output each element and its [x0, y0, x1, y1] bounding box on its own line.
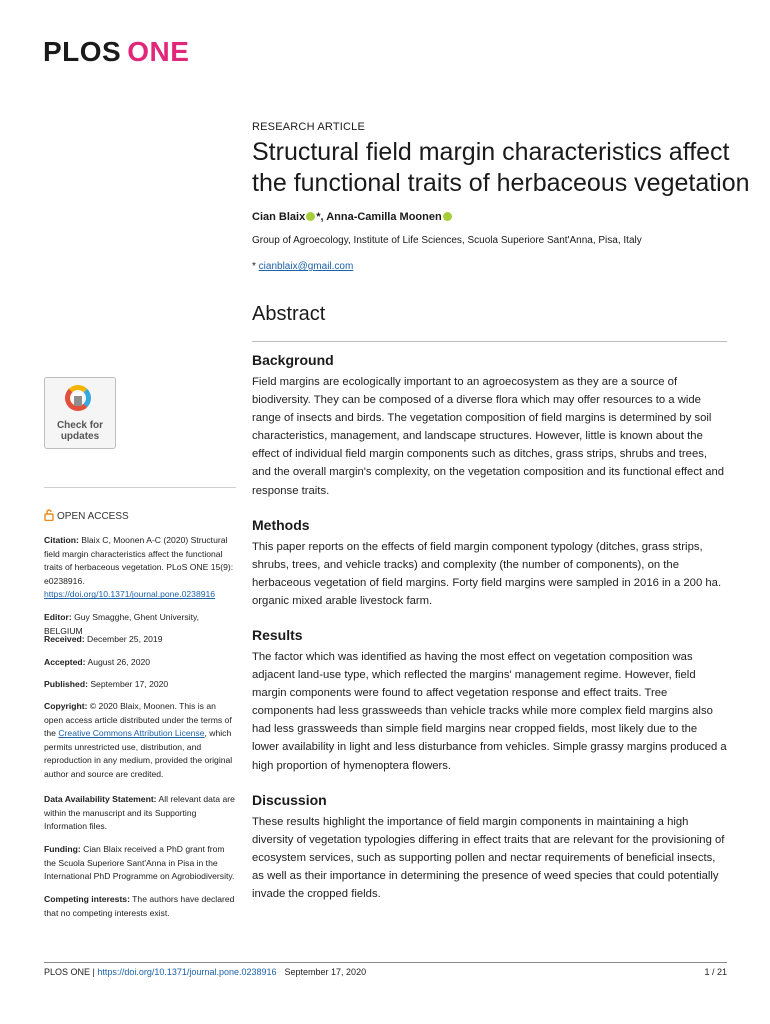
results-section [252, 627, 727, 775]
citation-label: Citation: [44, 535, 79, 545]
open-access-badge [44, 509, 129, 522]
competing-interests-text: The authors have declared that no competing interests exist. [44, 894, 235, 918]
editor-label: Editor: [44, 612, 72, 622]
orcid-icon[interactable] [306, 212, 315, 221]
methods-section [252, 517, 727, 610]
accepted-label: Accepted: [44, 657, 86, 667]
check-for-updates-badge[interactable] [44, 377, 116, 449]
copyright-block [44, 700, 236, 782]
published-block [44, 678, 236, 692]
received-date: December 25, 2019 [84, 634, 163, 644]
accepted-date: August 26, 2020 [85, 657, 151, 667]
author-list [252, 211, 453, 223]
open-access-label: OPEN ACCESS [57, 511, 129, 522]
results-text: The factor which was identified as having the most effect on vegetation composition was adjacent land-use type, which reflected the margins' management regime. However, field margin components were found to affect vegetation response and effect traits. Tree components had less grassweeds than vehicle tracks while more complex field margins also had less grassweeds than simple field margins near cropped fields, most likely due to the lower availability in light and less disturbance from vehicles. Simple grassy margins produced a high proportion of hymenoptera flowers. [252, 651, 727, 772]
email-link[interactable]: cianblaix@gmail.com [258, 261, 354, 272]
abstract-divider [252, 341, 727, 342]
citation-block [44, 534, 236, 602]
funding-block [44, 843, 236, 884]
citation-doi-link[interactable]: https://doi.org/10.1371/journal.pone.0238916 [44, 589, 216, 600]
data-availability-text: All relevant data are within the manuscript and its Supporting Information files. [44, 794, 235, 832]
competing-interests-block [44, 893, 236, 920]
published-date: September 17, 2020 [87, 679, 169, 689]
footer-rule [44, 962, 727, 963]
corresponding-email-line [252, 261, 353, 272]
open-lock-icon [44, 509, 54, 521]
page-footer [44, 967, 366, 977]
background-section [252, 352, 727, 500]
affiliation: Group of Agroecology, Institute of Life Sciences, Scuola Superiore Sant'Anna, Pisa, Italy [252, 235, 642, 246]
background-heading: Background [252, 352, 334, 368]
editor-text: Guy Smagghe, Ghent University, BELGIUM [44, 612, 200, 636]
author-blaix[interactable]: Cian Blaix [252, 211, 306, 223]
funding-label: Funding: [44, 844, 81, 854]
footer-separator: | [90, 967, 98, 977]
bookmark-icon [74, 396, 82, 406]
copyright-label: Copyright: [44, 701, 88, 711]
plos-one-logo [43, 36, 189, 68]
received-block [44, 633, 236, 647]
sidebar-divider [44, 487, 236, 488]
methods-text: This paper reports on the effects of field margin component typology (ditches, grass strips, shrubs, trees, and vehicle tracks) and complexity (the number of components), on the herbaceous vegetation of field margins. Forty field margins were sampled in 2016 in a 200 ha. organic mixed arable livestock farm. [252, 541, 722, 608]
discussion-heading: Discussion [252, 792, 327, 808]
discussion-text: These results highlight the importance of field margin components in maintaining a high diversity of vegetation typologies differing in effect traits that are relevant for the provisioning of ecosystem services, such as supporting pollen and nectar requirements of beneficial insects, as well as their importance in determining the presence of weed species that could potentially invade the cropped fields. [252, 816, 725, 901]
background-text: Field margins are ecologically important to an agroecosystem as they are a source of biodiversity. They can be composed of a diverse flora which may offer resources to a wide range of insects and birds. The vegetation composition of field margins is determined by soil characteristics, management, and landscape structures. However, little is known about the effect of individual field margin components such as ditches, grass strips, shrubs and trees, and the overall margin's complexity, on the vegetation composition and its functional effect and response traits. [252, 376, 725, 497]
logo-plos: PLOS [43, 36, 122, 67]
page-number: 1 / 21 [704, 967, 727, 977]
funding-text: Cian Blaix received a PhD grant from the Scuola Superiore Sant'Anna in Pisa in the International PhD Programme on Agrobiodiversity. [44, 844, 235, 882]
footer-doi-link[interactable]: https://doi.org/10.1371/journal.pone.0238916 [97, 967, 277, 977]
copyright-text-a: © 2020 Blaix, Moonen. This is an open access article distributed under the terms of the [44, 701, 232, 739]
copyright-text-b: , which permits unrestricted use, distribution, and reproduction in any medium, provided the original author and source are credited. [44, 728, 233, 779]
methods-heading: Methods [252, 517, 310, 533]
competing-interests-label: Competing interests: [44, 894, 130, 904]
author-separator: *, [316, 211, 327, 223]
footer-date: September 17, 2020 [284, 967, 367, 977]
article-title: Structural field margin characteristics affect the functional traits of herbaceous vegetation [252, 138, 750, 197]
results-heading: Results [252, 627, 303, 643]
orcid-icon[interactable] [443, 212, 452, 221]
logo-one: ONE [127, 36, 190, 67]
data-availability-label: Data Availability Statement: [44, 794, 157, 804]
received-label: Received: [44, 634, 85, 644]
published-label: Published: [44, 679, 88, 689]
cc-license-link[interactable]: Creative Commons Attribution License [58, 728, 205, 739]
author-moonen[interactable]: Anna-Camilla Moonen [326, 211, 442, 223]
data-availability-block [44, 793, 236, 834]
discussion-section [252, 792, 727, 903]
abstract-heading: Abstract [252, 303, 326, 325]
citation-text: Blaix C, Moonen A-C (2020) Structural field margin characteristics affect the functional traits of herbaceous vegetation. PLoS ONE 15(9): e0238916. [44, 535, 234, 586]
check-for-updates-label: Check for updates [56, 420, 104, 442]
email-marker: * [252, 261, 259, 272]
accepted-block [44, 656, 236, 670]
footer-journal: PLOS ONE [44, 967, 91, 977]
article-type: RESEARCH ARTICLE [252, 121, 366, 133]
